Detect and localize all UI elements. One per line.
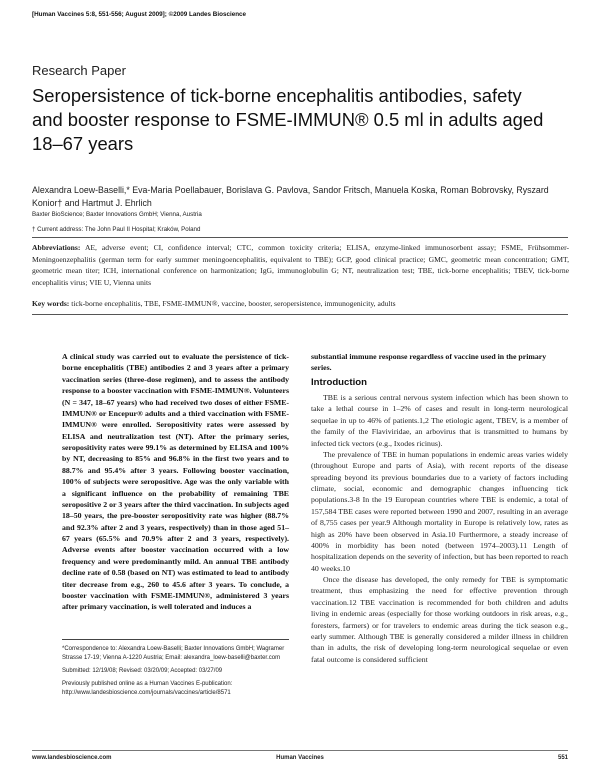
introduction-heading: Introduction — [311, 377, 367, 388]
keywords-label: Key words: — [32, 299, 70, 308]
section-label: Research Paper — [32, 63, 126, 78]
divider-top — [32, 237, 568, 238]
divider-bottom — [32, 314, 568, 315]
keywords-text: tick-borne encephalitis, TBE, FSME-IMMUN®, vaccine, booster, seropersistence, immunogenicity, adults — [71, 299, 396, 308]
keywords-block — [32, 298, 569, 309]
intro-paragraph: The prevalence of TBE in human populations in endemic areas varies widely (throughout Europe and parts of Asia), with recent reports of the disease spreading beyond its previous boundaries due to a variety of factors including climate, social, economic and demographic changes influencing tick populations.3-8 In the 19 European countries where TBE is endemic, a total of 157,584 TBE cases were reported between 1990 and 2007, resulting in an average of 8,755 cases per year.9 Although mortality in Europe is relatively low, rates as high as 20% have been observed in Asia.10 Furthermore, a steady increase of 400% in morbidity has been noted (between 1974–2003).11 Length of hospitalization depends on the severity of infection, but has been reported to reach 40 weeks.10 — [311, 449, 568, 573]
notes-divider — [62, 639, 289, 640]
abstract-text: A clinical study was carried out to evaluate the persistence of tick-borne encephalitis (TBE) antibodies 2 and 3 years after a primary vaccination series (three-dose regimen), and to assess the antibody response to a booster vaccination with FSME-IMMUN®. Volunteers (N = 347, 18–67 years) who had received two doses of either FSME-IMMUN® or Encepur® adults and a third vaccination with FSME-IMMUN® were enrolled. Seropositivity rates were assessed by ELISA and neutralization test (NT). After the primary series, seropositivity rates were 99.1% as determined by ELISA and 100% by NT, decreasing to 85% and 96.8% in the first two years and to 88.7% and 95.4% after 3 years. Following booster vaccination, 100% of subjects were seropositive. Age was the only variable with a significant influence on the probability of remaining TBE seropositive 2 or 3 years after the third vaccination. In subjects aged 18–50 years, the pre-booster seropositivity rate was higher (88.7% and 92.3% after 2 and 3 years, respectively) than in those aged 51–67 years (65.5% and 70.9% after 2 and 3 years, respectively). Adverse events after booster vaccination occurred with a low frequency and were predominantly mild. An annual TBE antibody decline rate of 0.58 (based on NT) was estimated to lead to antibody titer decrease from e.g., 260 to 45.6 after 3 years. To conclude, a booster vaccination with FSME-IMMUN®, administered 3 years after primary vaccination, is well tolerated and induces a — [62, 352, 289, 612]
footer-journal: Human Vaccines — [276, 755, 324, 761]
submission-dates: Submitted: 12/19/08; Revised: 03/20/09; Accepted: 03/27/09 — [62, 668, 223, 674]
intro-paragraph: Once the disease has developed, the only remedy for TBE is symptomatic treatment, thus emphasizing the need for effective prevention through vaccination.12 TBE vaccination is recommended for both children and adults living in endemic areas (especially for those working outdoors in risk areas, e.g., foresters, farmers) or for travelers to endemic areas during the tick season e.g., early summer. Although TBE is generally considered a milder illness in children than in adults, the risk of developing long-term neurological sequelae or even fatal outcome is considered sufficient — [311, 575, 568, 664]
current-address-note: † Current address: The John Paul II Hospital; Kraków, Poland — [32, 226, 201, 233]
abstract-continuation: substantial immune response regardless of vaccine used in the primary series. — [311, 352, 547, 373]
epub-note: Previously published online as a Human Vaccines E-publication: http://www.landesbioscience.com/journals/vaccines/article/8571 — [62, 681, 233, 696]
page-number: 551 — [557, 755, 568, 761]
affiliation: Baxter BioScience; Baxter Innovations GmbH; Vienna, Austria — [32, 211, 202, 218]
footer-website: www.landesbioscience.com — [32, 755, 112, 761]
correspondence-note: *Correspondence to: Alexandra Loew-Baselli; Baxter Innovations GmbH; Wagramer Strasse 17-19; Vienna A-1220 Austria; Email: alexandra_loew-baselli@baxter.com — [62, 646, 285, 661]
journal-citation-line: [Human Vaccines 5:8, 551-556; August 2009]; ©2009 Landes Bioscience — [32, 11, 247, 18]
footnotes-box — [62, 645, 289, 702]
abbreviations-label: Abbreviations: — [32, 243, 81, 252]
article-title: Seropersistence of tick-borne encephalitis antibodies, safety and booster response to FSME-IMMUN® 0.5 ml in adults aged 18–67 years — [32, 85, 544, 154]
introduction-body — [311, 392, 568, 665]
intro-paragraph: TBE is a serious central nervous system infection which has been shown to take a lethal course in 1–2% of cases and result in long-term neurological sequelae in up to 46% of patients.1,2 The etiologic agent, TBEV, is a member of the family of the Flaviviridae, an arbovirus that is transmitted to humans by infected tick vectors (e.g., Ixodes ricinus). — [311, 393, 568, 448]
abbreviations-text: AE, adverse event; CI, confidence interval; CTC, common toxicity criteria; ELISA, enzyme-linked immunosorbent assay; FSME, Frühsommer-Meningoenzephalitis (german term for early summer meningoencephalitis, equivalent to TBE); GCP, good clinical practice; GMC, geometric mean concentration; GMT, geometric mean titer; ICH, international conference on harmonization; IgG, immunoglobulin G; NT, neutralization test; TBE, tick-borne encephalitis; TBEV, tick-borne encephalitis virus; VIE U, Vienna units — [32, 243, 569, 287]
footer-divider — [32, 750, 568, 751]
abbreviations-block — [32, 242, 569, 288]
author-list: Alexandra Loew-Baselli,* Eva-Maria Poellabauer, Borislava G. Pavlova, Sandor Fritsch, Manuela Koska, Roman Bobrovsky, Ryszard Konior† and Hartmut J. Ehrlich — [32, 185, 549, 208]
